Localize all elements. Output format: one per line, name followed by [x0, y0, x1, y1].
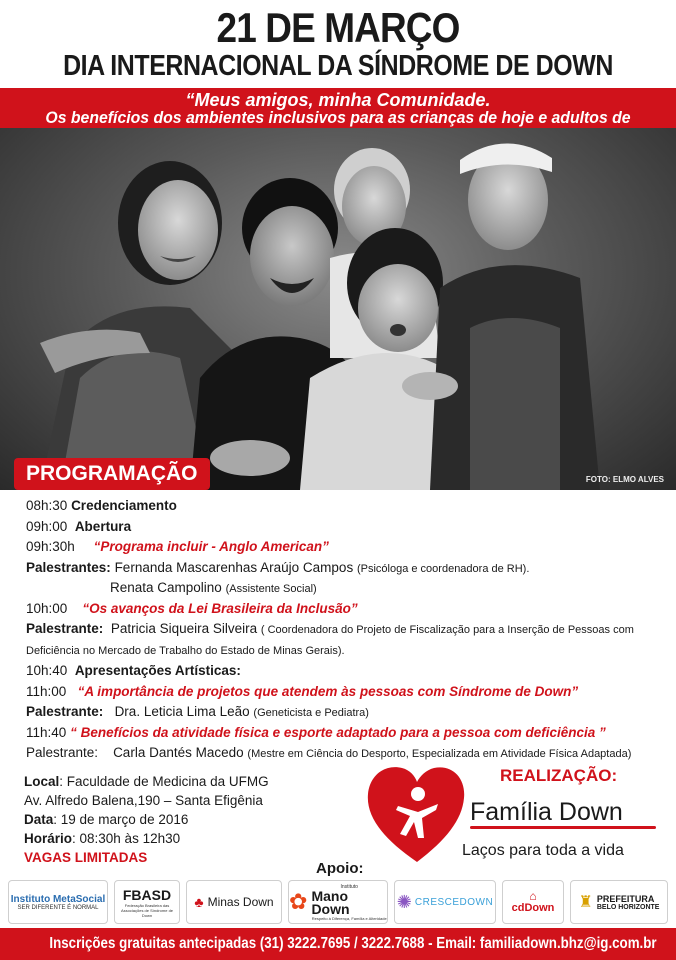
time-value: : 08:30h às 12h30 [72, 831, 181, 846]
familia-down-tagline: Laços para toda a vida [462, 842, 624, 859]
schedule-time: 09h:30h [26, 539, 75, 554]
logo-fbasd: FBASD Federação Brasileira das Associações de Síndrome de Down [114, 880, 180, 924]
schedule-item [26, 723, 666, 744]
realizacao-label: REALIZAÇÃO: [500, 766, 618, 785]
crest-icon: ♜ [578, 894, 593, 911]
logo-metasocial: Instituto MetaSocial SER DIFERENTE É NORMAL [8, 880, 108, 924]
schedule-text: Credenciamento [71, 498, 177, 513]
vagas-limitadas: VAGAS LIMITADAS [24, 850, 148, 865]
speaker-label: Palestrantes: [26, 559, 111, 575]
speaker-detail: (Mestre em Ciência do Desporto, Especializada em Atividade Física Adaptada) [247, 748, 632, 760]
speaker-label: Palestrante: [26, 745, 99, 760]
schedule-item [26, 496, 666, 517]
schedule-text: Abertura [74, 518, 132, 534]
programacao-heading: PROGRAMAÇÃO [14, 458, 210, 490]
schedule-time: 09h:00 [26, 518, 68, 534]
logo-crescedown: ✺ CRESCEDOWN [394, 880, 496, 924]
registration-contact: Inscrições gratuitas antecipadas (31) 3222.7695 / 3222.7688 - Email: familiadown.bhz@ig.com.br [49, 935, 657, 952]
familia-down-name: Família Down [470, 798, 623, 826]
schedule-talk-title: “Os avanços da Lei Brasileira da Inclusão” [82, 600, 358, 616]
event-location [24, 772, 269, 791]
logo-prefeitura-bh: ♜ PREFEITURA BELO HORIZONTE [570, 880, 668, 924]
speaker-detail: (Assistente Social) [225, 583, 317, 595]
speaker-detail: (Psicóloga e coordenadora de RH). [356, 562, 530, 575]
schedule-talk-title: “A importância de projetos que atendem às pessoas com Síndrome de Down” [77, 683, 579, 699]
time-label: Horário [24, 831, 73, 846]
location-label: Local [24, 774, 60, 789]
schedule-time: 11h:00 [26, 683, 67, 699]
schedule-talk-title: “Programa incluir - Anglo American” [93, 539, 329, 554]
schedule-item [26, 599, 666, 620]
schedule-list [26, 496, 666, 764]
speaker-label: Palestrante: [26, 704, 104, 719]
flower-icon: ✿ [289, 889, 308, 914]
familia-down-swoosh [470, 826, 656, 829]
schedule-item [26, 537, 666, 558]
house-icon: ⌂ [529, 889, 537, 903]
speaker-name: Carla Dantés Macedo [113, 745, 244, 760]
group-photo-illustration [0, 128, 676, 490]
event-info [24, 772, 269, 867]
schedule-time: 10h:00 [26, 600, 68, 616]
sponsor-logos [6, 880, 670, 926]
pinwheel-icon: ✺ [396, 891, 412, 912]
schedule-speaker [26, 702, 666, 723]
group-photo [0, 128, 676, 490]
speaker-detail: ( Coordenadora do Projeto de Fiscalização para a Inserção de Pessoas com Deficiência no Mercado de Trabalho do Estado de Minas Gerais). [26, 624, 634, 657]
logo-cddown: ⌂ cdDown [502, 880, 564, 924]
event-name-title: DIA INTERNACIONAL DA SÍNDROME DE DOWN [63, 50, 613, 82]
photo-credit: FOTO: ELMO ALVES [585, 475, 664, 484]
schedule-text: Apresentações Artísticas: [74, 663, 241, 678]
schedule-time: 08h:30 [26, 498, 68, 513]
schedule-item [26, 661, 666, 682]
apoio-label: Apoio: [316, 860, 364, 877]
event-time [24, 829, 269, 848]
speaker-name: Renata Campolino [110, 580, 222, 595]
theme-quote-line1: “Meus amigos, minha Comunidade. [185, 90, 491, 110]
speaker-name: Dra. Leticia Lima Leão [114, 704, 250, 719]
schedule-speaker [26, 743, 666, 764]
schedule-speaker [26, 619, 666, 661]
logo-minas-down: ♣ Minas Down [186, 880, 282, 924]
event-address: Av. Alfredo Balena,190 – Santa Efigênia [24, 793, 263, 808]
schedule-time: 11h:40 [26, 724, 67, 740]
speaker-detail: (Geneticista e Pediatra) [253, 707, 369, 719]
schedule-item [26, 682, 666, 703]
speaker-label: Palestrante: [26, 621, 104, 636]
speaker-name: Patricia Siqueira Silveira [110, 621, 258, 636]
event-date-title: 21 DE MARÇO [216, 4, 460, 51]
schedule-talk-title: “ Benefícios da atividade física e esporte adaptado para a pessoa com deficiência ” [70, 724, 606, 740]
schedule-item [26, 517, 666, 538]
theme-quote-line2: Os benefícios dos ambientes inclusivos para as crianças de hoje e adultos de [45, 108, 631, 127]
date-value: : 19 de março de 2016 [53, 812, 189, 827]
theme-quote-band [0, 88, 676, 128]
poster-header [0, 0, 676, 88]
familia-down-heart-logo [362, 760, 472, 870]
date-label: Data [24, 812, 54, 827]
speaker-name: Fernanda Mascarenhas Araújo Campos [114, 559, 354, 575]
registration-footer [0, 928, 676, 960]
schedule-time: 10h:40 [26, 663, 68, 678]
schedule-speaker [26, 558, 666, 579]
minas-down-icon: ♣ [194, 894, 204, 910]
location-value: : Faculdade de Medicina da UFMG [59, 774, 269, 789]
logo-mano-down: ✿ Instituto Mano Down Respeito à Diferença, Família e Alteridade [288, 880, 388, 924]
event-date [24, 810, 269, 829]
schedule-speaker [26, 578, 666, 599]
